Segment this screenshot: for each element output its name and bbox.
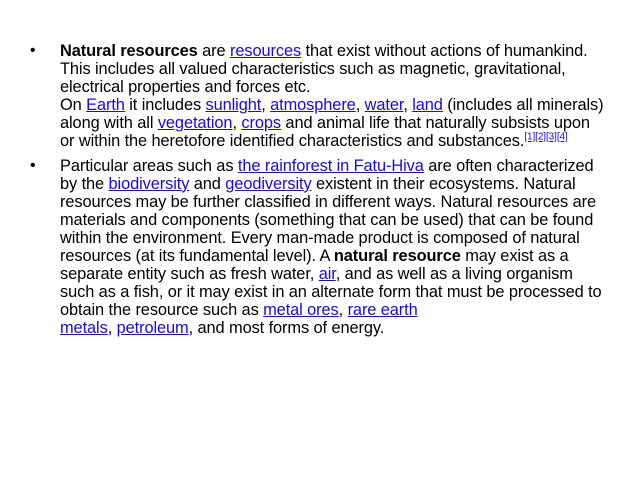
link-resources[interactable]: resources	[230, 42, 302, 60]
text: are	[197, 42, 230, 60]
term-natural-resource: natural resource	[333, 247, 461, 266]
link-geodiversity[interactable]: geodiversity	[225, 174, 312, 193]
ref-link-1[interactable]: [1]	[524, 132, 536, 143]
link-rare-earth[interactable]: rare earth	[347, 301, 418, 320]
bullet-dot-icon: •	[30, 42, 36, 59]
text: ,	[232, 114, 242, 133]
link-crops[interactable]: crops	[241, 114, 281, 133]
ref-link-3[interactable]: [3]	[546, 132, 557, 143]
link-earth[interactable]: Earth	[86, 96, 125, 115]
text: and	[189, 174, 226, 193]
ref-link-4[interactable]: [4]	[556, 132, 568, 143]
text: ,	[355, 96, 365, 115]
text: , and as well as a living organism such as a fish, or it may exist in an alternate form that must be processed to obtain the resource such as	[60, 265, 602, 320]
link-atmosphere[interactable]: atmosphere	[270, 96, 356, 115]
text: ,	[261, 96, 271, 115]
text: ,	[403, 96, 413, 115]
references	[524, 132, 567, 143]
text: that exist without actions of humankind. This includes all valued characteristics such as magnetic, gravitational, electrical properties and forces etc.	[60, 42, 588, 97]
link-vegetation[interactable]: vegetation	[157, 114, 233, 133]
bullet-dot-icon: •	[30, 156, 36, 174]
link-rare-earth-metals[interactable]: metals	[60, 319, 108, 338]
term-natural-resources: Natural resources	[60, 42, 198, 60]
text: On	[60, 96, 87, 115]
bullet-list	[30, 42, 608, 338]
bullet-item-particular-areas	[30, 157, 608, 338]
text: may exist as a separate entity such as fresh water,	[60, 247, 569, 284]
link-metal-ores[interactable]: metal ores	[263, 301, 339, 320]
text: ,	[338, 301, 348, 320]
text: are often characterized by the	[60, 156, 594, 193]
text: ,	[107, 319, 117, 338]
link-air[interactable]: air	[318, 265, 336, 284]
text: and animal life that naturally subsists upon or within the heretofore identified characteristics and substances.	[60, 114, 590, 151]
link-biodiversity[interactable]: biodiversity	[108, 174, 190, 193]
link-rainforest-fatu-hiva[interactable]: the rainforest in Fatu-Hiva	[237, 156, 424, 175]
text: existent in their ecosystems. Natural resources may be further classified in different ways. Natural resources are materials and components (something that can be used) that can be found within the environment. Every man-made product is composed of natural resources (at its fundamental level). A	[60, 174, 596, 266]
text: , and most forms of energy.	[188, 319, 385, 338]
link-water[interactable]: water	[364, 96, 404, 115]
link-petroleum[interactable]: petroleum	[116, 319, 189, 338]
bullet-item-natural-resources	[30, 42, 608, 151]
text: Particular areas such as	[60, 156, 238, 175]
link-sunlight[interactable]: sunlight	[205, 96, 262, 115]
text: (includes all minerals) along with all	[60, 96, 604, 133]
link-land[interactable]: land	[412, 96, 443, 115]
text: it includes	[124, 96, 206, 115]
ref-link-2[interactable]: [2]	[535, 132, 546, 143]
